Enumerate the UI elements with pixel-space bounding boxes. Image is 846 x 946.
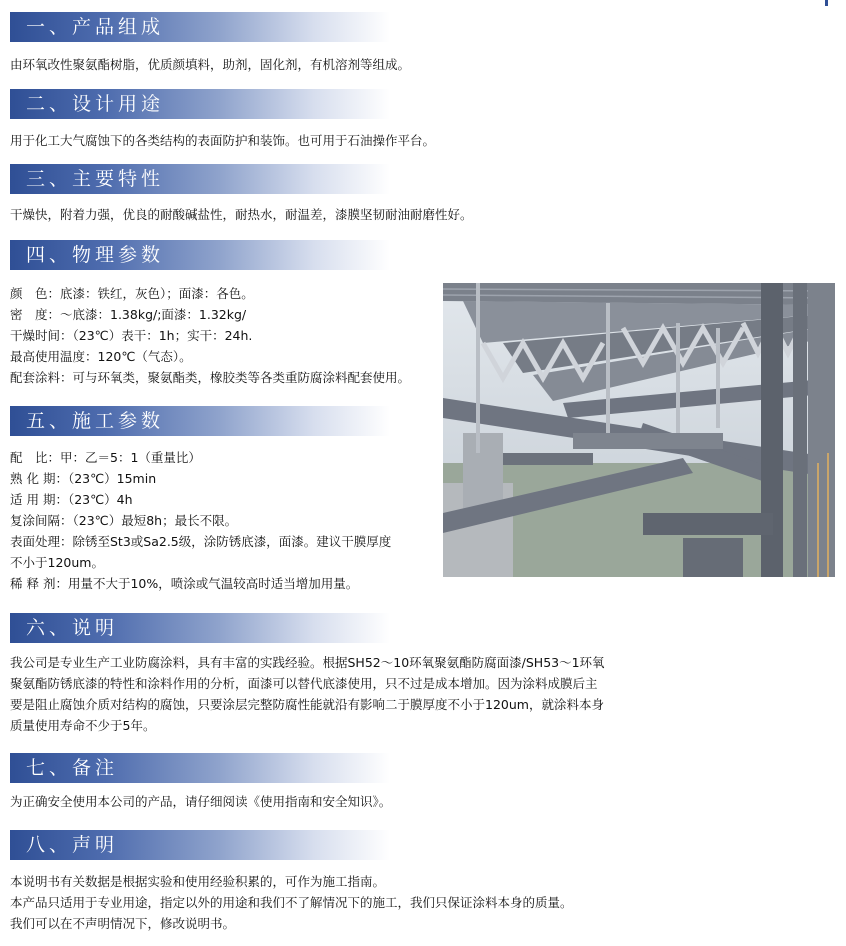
- section-header-application-params: [10, 406, 390, 436]
- paragraph-line: 质量使用寿命不少于5年。: [10, 718, 156, 733]
- param-line: 干燥时间：（23℃）表干：1h；实干：24h.: [10, 328, 253, 343]
- paragraph-line: 要是阻止腐蚀介质对结构的腐蚀，只要涂层完整防腐性能就沿有影响二于膜厚度不小于120um，就涂料本身: [10, 697, 604, 712]
- description-paragraph: [10, 652, 650, 736]
- paragraph-line: 我公司是专业生产工业防腐涂料，具有丰富的实践经验。根据SH52～10环氧聚氨酯防腐面漆/SH53～1环氧: [10, 655, 605, 670]
- param-line: 表面处理：除锈至St3或Sa2.5级，涂防锈底漆，面漆。建议干膜厚度: [10, 534, 392, 549]
- param-line: 熟 化 期：（23℃）15min: [10, 471, 157, 486]
- paragraph-line: 聚氨酯防锈底漆的特性和涂料作用的分析，面漆可以替代底漆使用，只不过是成本增加。因为涂料成膜后主: [10, 676, 598, 691]
- statement-line: 本说明书有关数据是根据实验和使用经验积累的，可作为施工指南。: [10, 874, 386, 889]
- section-header-physical-params: [10, 240, 390, 270]
- param-line: 适 用 期：（23℃）4h: [10, 492, 133, 507]
- section-header-composition: [10, 12, 390, 42]
- section-title: 三、主要特性: [26, 168, 165, 190]
- section-title: 八、声明: [26, 834, 119, 856]
- param-line: 稀 释 剂：用量不大于10%，喷涂或气温较高时适当增加用量。: [10, 576, 359, 591]
- section-header-remarks: [10, 753, 390, 783]
- section-body: 用于化工大气腐蚀下的各类结构的表面防护和装饰。也可用于石油操作平台。: [10, 133, 436, 148]
- param-line: 颜 色：底漆：铁红，灰色）；面漆：各色。: [10, 286, 254, 301]
- param-line: 不小于120um。: [10, 555, 104, 570]
- param-line: 配套涂料：可与环氧类，聚氨酯类，橡胶类等各类重防腐涂料配套使用。: [10, 370, 411, 385]
- statement-line: 我们可以在不声明情况下，修改说明书。: [10, 916, 236, 931]
- section-header-description: [10, 613, 390, 643]
- section-title: 七、备注: [26, 757, 119, 779]
- corner-marker: [825, 0, 828, 6]
- steel-structure-photo: [443, 283, 835, 577]
- section-title: 二、设计用途: [26, 93, 165, 115]
- section-header-features: [10, 164, 390, 194]
- section-header-usage: [10, 89, 390, 119]
- section-title: 四、物理参数: [26, 244, 165, 266]
- section-title: 一、产品组成: [26, 16, 165, 38]
- section-body: 干燥快，附着力强，优良的耐酸碱盐性，耐热水，耐温差，漆膜坚韧耐油耐磨性好。: [10, 207, 473, 222]
- param-line: 密 度：～底漆：1.38kg/;面漆：1.32kg/: [10, 307, 247, 322]
- section-body: 为正确安全使用本公司的产品，请仔细阅读《使用指南和安全知识》。: [10, 794, 392, 809]
- section-title: 六、说明: [26, 617, 119, 639]
- section-header-statement: [10, 830, 390, 860]
- section-title: 五、施工参数: [26, 410, 165, 432]
- param-line: 配 比：甲：乙＝5：1（重量比）: [10, 450, 201, 465]
- param-line: 复涂间隔：（23℃）最短8h；最长不限。: [10, 513, 238, 528]
- statement-line: 本产品只适用于专业用途，指定以外的用途和我们不了解情况下的施工，我们只保证涂料本身的质量。: [10, 895, 573, 910]
- param-line: 最高使用温度：120℃（气态）。: [10, 349, 192, 364]
- section-body: 由环氧改性聚氨酯树脂，优质颜填料，助剂，固化剂，有机溶剂等组成。: [10, 57, 411, 72]
